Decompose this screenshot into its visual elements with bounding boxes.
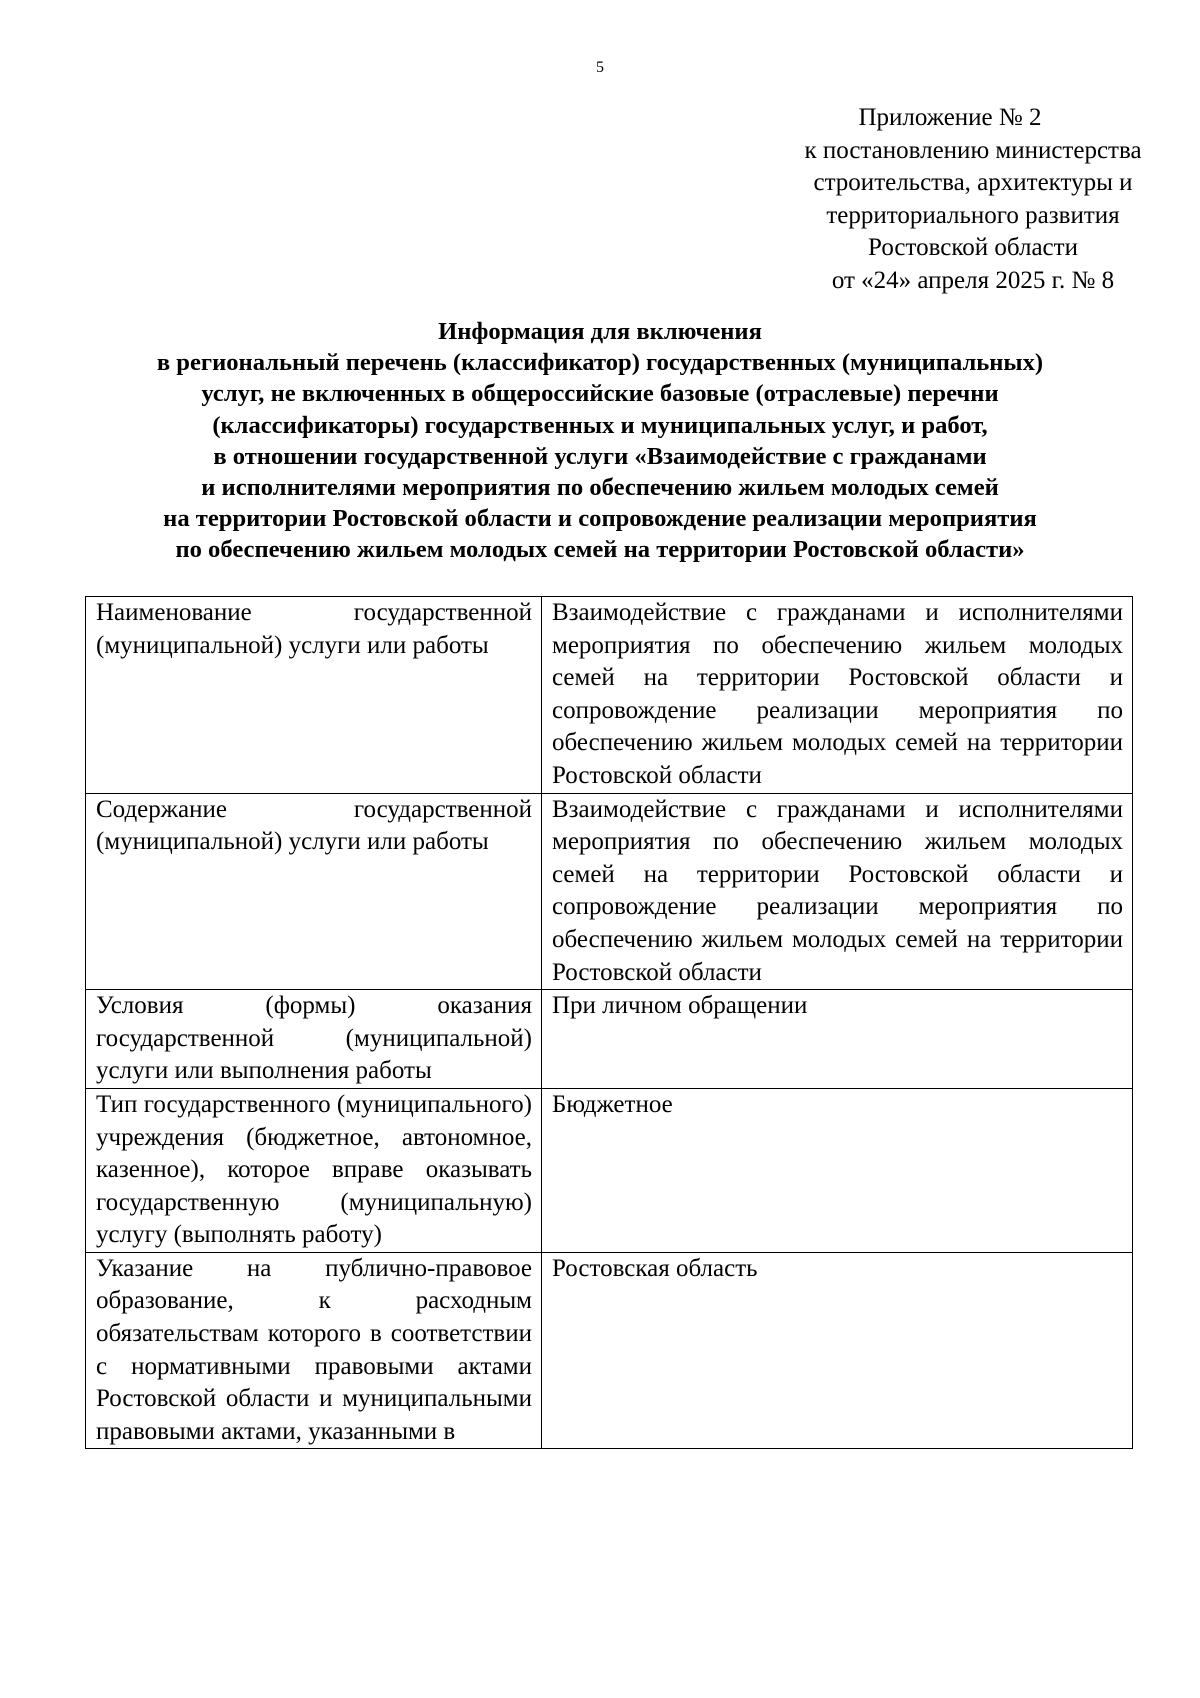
row-label: Содержание государственной (муниципальной) услуги или работы: [86, 793, 542, 990]
info-table: [85, 596, 1133, 1449]
table-row: [86, 793, 1133, 990]
appendix-line: от «24» апреля 2025 г. № 8: [831, 266, 1115, 294]
row-label: Условия (формы) оказания государственной (муниципальной) услуги или выполнения работы: [86, 990, 542, 1089]
title-line: на территории Ростовской области и сопровождение реализации мероприятия: [163, 505, 1037, 533]
document-title: [0, 316, 1200, 566]
title-line: по обеспечению жильем молодых семей на территории Ростовской области»: [175, 536, 1025, 564]
title-line: в отношении государственной услуги «Взаимодействие с гражданами: [213, 442, 987, 470]
title-line: услуг, не включенных в общероссийские базовые (отраслевые) перечни: [201, 380, 999, 408]
title-line: Информация для включения: [438, 318, 762, 345]
appendix-line: к постановлению министерства: [804, 136, 1142, 164]
row-label: Наименование государственной (муниципальной) услуги или работы: [86, 597, 542, 794]
table-row: [86, 990, 1133, 1089]
row-value: При личном обращении: [542, 990, 1133, 1089]
appendix-line: строительства, архитектуры и: [813, 169, 1133, 197]
appendix-block: [700, 102, 1200, 298]
page-number: 5: [596, 59, 604, 76]
title-line: (классификаторы) государственных и муниципальных услуг, и работ,: [212, 411, 988, 439]
table-row: [86, 1252, 1133, 1449]
row-label: Указание на публично-правовое образование, к расходным обязательствам которого в соответствии с нормативными правовыми актами Ростовской области и муниципальными правовыми актами, указанными в: [86, 1252, 542, 1449]
title-line: и исполнителями мероприятия по обеспечению жильем молодых семей: [201, 474, 999, 502]
row-value: Взаимодействие с гражданами и исполнителями мероприятия по обеспечению жильем молодых семей на территории Ростовской области и сопровождение реализации мероприятия по обеспечению жильем молодых семей на территории Ростовской области: [542, 793, 1133, 990]
row-value: Ростовская область: [542, 1252, 1133, 1449]
table-row: [86, 1088, 1133, 1252]
appendix-line: территориального развития: [826, 201, 1120, 229]
appendix-line: Ростовской области: [868, 234, 1078, 262]
row-label: Тип государственного (муниципального) учреждения (бюджетное, автономное, казенное), которое вправе оказывать государственную (муниципальную) услугу (выполнять работу): [86, 1088, 542, 1252]
row-value: Бюджетное: [542, 1088, 1133, 1252]
row-value: Взаимодействие с гражданами и исполнителями мероприятия по обеспечению жильем молодых семей на территории Ростовской области и сопровождение реализации мероприятия по обеспечению жильем молодых семей на территории Ростовской области: [542, 597, 1133, 794]
title-line: в региональный перечень (классификатор) государственных (муниципальных): [156, 349, 1044, 377]
table-row: [86, 597, 1133, 794]
appendix-line: Приложение № 2: [858, 104, 1042, 131]
